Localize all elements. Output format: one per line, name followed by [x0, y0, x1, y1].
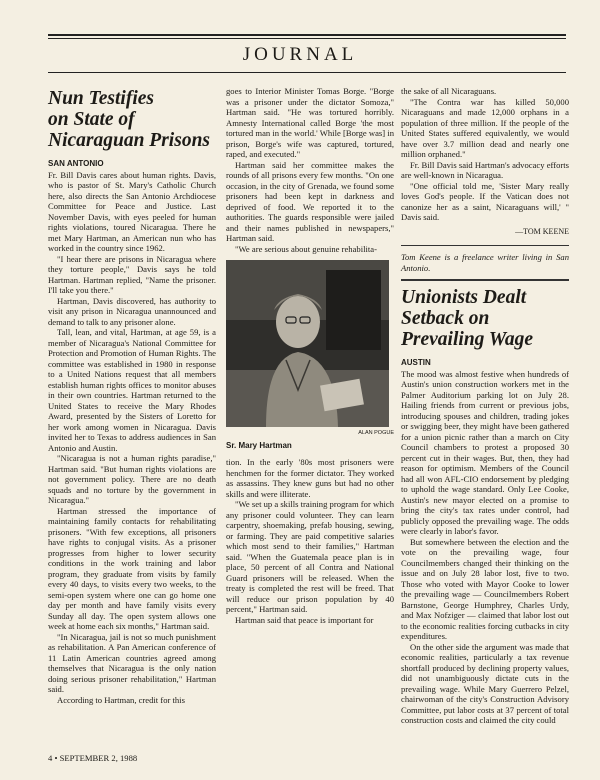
- paragraph: According to Hartman, credit for this: [57, 694, 185, 705]
- headline-line: on State of: [48, 109, 135, 130]
- paragraph: Fr. Bill Davis said Hartman's advocacy efforts are well-known in Nicaragua.: [401, 159, 569, 180]
- author-signature: —TOM KEENE: [515, 226, 569, 236]
- paragraph: Hartman said her committee makes the rounds of all prisons every few months. "On one occasion, in the city of Grenada, we found some prisoners had been kept in darkness and deprived of food. We reported it to the authorities. The guards responsible were jailed and their names published in newspapers," Hartman said.: [226, 159, 394, 243]
- article2-dateline: AUSTIN: [401, 358, 431, 367]
- column-1: [48, 86, 216, 705]
- paragraph: The mood was almost festive when hundreds of Austin's union construction workers met in the Palmer Auditorium parking lot on July 28. Hailing friends from current or previous jobs, introducing spouses and children, trading jokes or swigging beer, they might have been gathered for a union picnic rather than a march on City Council chambers to protest a proposed 30 percent cut in their wages. But, then, they had reason for optimism. Members of the Council had all won AFL-CIO endorsement by pledging to uphold the wage standard. Only Lee Cooke, Austin's new mayor elected on a promise to bring the city's tax rates under control, had publicly opposed the prevailing wage. The odds were clearly in labor's favor.: [401, 368, 569, 536]
- section-title: JOURNAL: [242, 44, 358, 65]
- paragraph: "One official told me, 'Sister Mary really loves God's people. If the Vatican does not canonize her as a saint, Nicaraguans will,' " Davis said.: [401, 180, 569, 222]
- paragraph: But somewhere between the election and the vote on the prevailing wage, four Councilmembers changed their thinking on the issue and on July 28 labor lost, five to two. Those who voted with Mayor Cooke to lower the prevailing wage — Councilmembers Robert Barnstone, George Humphrey, Charles Urdy, and Max Nofziger — claimed that labor lost out to the economic realities forcing cutbacks in city expenditures.: [401, 536, 569, 641]
- paragraph: On the other side the argument was made that economic realities, particularly a tax revenue shortfall produced by declining property values, did not unambiguously dictate cuts in the prevailing wage. While Mary Guerrero Pelzel, chairwoman of the city's Construction Advisory Committee, put labor costs at 37 percent of total construction costs and claimed the city could: [401, 641, 569, 725]
- paragraph: Tall, lean, and vital, Hartman, at age 59, is a member of Nicaragua's National Committee for Protection and Promotion of Human Rights. The committee was established in 1980 in response to a United Nations request that all members establish human rights offices to monitor abuses in their own countries. Hartman returned to the United States to receive the Mary Rhodes Award, presented by the Sisters of Loretto for her work among women in Nicaragua. Davis invited her to Texas to address audiences in San Antonio and Austin.: [48, 327, 216, 453]
- paragraph: "Nicaragua is not a human rights paradise," Hartman said. "But human rights violations are not government policy. There are no death squads and no torture by the government in Nicaragua.": [48, 453, 216, 505]
- paragraph: tion. In the early '80s most prisoners were henchmen for the former dictator. They worked as assassins. They knew guns but had no other skills and were illiterate.: [226, 457, 394, 499]
- page-footer: 4 • SEPTEMBER 2, 1988: [48, 753, 138, 763]
- paragraph: the sake of all Nicaraguans.: [401, 86, 497, 96]
- headline-line: Nicaraguan Prisons: [48, 130, 210, 151]
- photo-credit: ALAN POGUE: [358, 430, 394, 436]
- article1-headline: [48, 88, 216, 151]
- headline-line: Prevailing Wage: [401, 329, 533, 350]
- paragraph: Fr. Bill Davis cares about human rights. Davis, who is pastor of St. Mary's Catholic Church here, also directs the San Antonio Archdiocese Committee for Peace and Justice. Last November Davis, with eyes peeled for human rights violations, toured Nicaragua. There he met Mary Hartman, an American nun who has worked in the country since 1962.: [48, 169, 216, 253]
- headline-line: Setback on: [401, 308, 490, 329]
- paragraph: Hartman stressed the importance of maintaining family contacts for rehabilitating prisoners. "With few exceptions, all prisoners have rights to conjugal visits. As a prisoner progresses from higher to lower security conditions in the work training and labor program, they graduate from visits by family every 40 days, to visits every two weeks, to the semi-open system where one can go home one day per month and have family visits every Sunday all day. The open system allows one week at home each six months," Hartman said.: [48, 505, 216, 631]
- paragraph: "I hear there are prisons in Nicaragua where they torture people," Davis says he told Hartman. Hartman replied, "Name the prisoner. I'll take you there.": [48, 253, 216, 295]
- paragraph: "In Nicaragua, jail is not so much punishment as rehabilitation. A Pan American conference of 11 Latin American countries agreed among themselves that Nicaragua is the only nation doing serious prisoner rehabilitation," Hartman said.: [48, 631, 216, 694]
- article-divider: [401, 279, 569, 281]
- portrait-photo: [226, 260, 389, 427]
- paragraph: goes to Interior Minister Tomas Borge. "Borge was a prisoner under the dictator Somoza," Hartman said. "He was tortured horribly. Amnesty International called Borge 'the most tortured man in the world.' While [Borge was] in prison, Borge's wife was captured, tortured, raped, and executed.": [226, 86, 394, 159]
- portrait-image: [226, 260, 389, 427]
- headline-line: Nun Testifies: [48, 88, 155, 109]
- paragraph: "We set up a skills training program for which any prisoner could volunteer. They can learn carpentry, shoemaking, prefab housing, sewing, or farming. They are paid competitive salaries which most send to their families," Hartman said. "When the Guatemala peace plan is in place, 50 percent of all Contra and National Guard prisoners will be released. When the treaty is completed the rest will be freed. That will reduce our prison population by 40 percent," Hartman said.: [226, 499, 394, 614]
- paragraph: "We are serious about genuine rehabilita-: [235, 243, 377, 254]
- section-rule: [48, 72, 566, 73]
- paragraph: Hartman, Davis discovered, has authority to visit any prison in Nicaragua unannounced and demand to talk to any prisoner alone.: [48, 295, 216, 327]
- paragraph: "The Contra war has killed 50,000 Nicaraguans and made 12,000 orphans in a population of three million. If the people of the United States suffered equivalently, we would have over 3.7 million dead and nearly one million orphaned.": [401, 96, 569, 159]
- photo-caption: Sr. Mary Hartman: [226, 440, 292, 450]
- article2-headline: [401, 287, 569, 350]
- bio-rule: [401, 245, 569, 246]
- article1-dateline: SAN ANTONIO: [48, 159, 104, 168]
- top-rule: [48, 34, 566, 36]
- author-bio: Tom Keene is a freelance writer living in San Antonio.: [401, 252, 569, 273]
- column-3: [401, 86, 569, 726]
- top-rule-thin: [48, 38, 566, 39]
- paragraph: Hartman said that peace is important for: [235, 614, 374, 625]
- headline-line: Unionists Dealt: [401, 287, 527, 308]
- column-2: [226, 86, 394, 625]
